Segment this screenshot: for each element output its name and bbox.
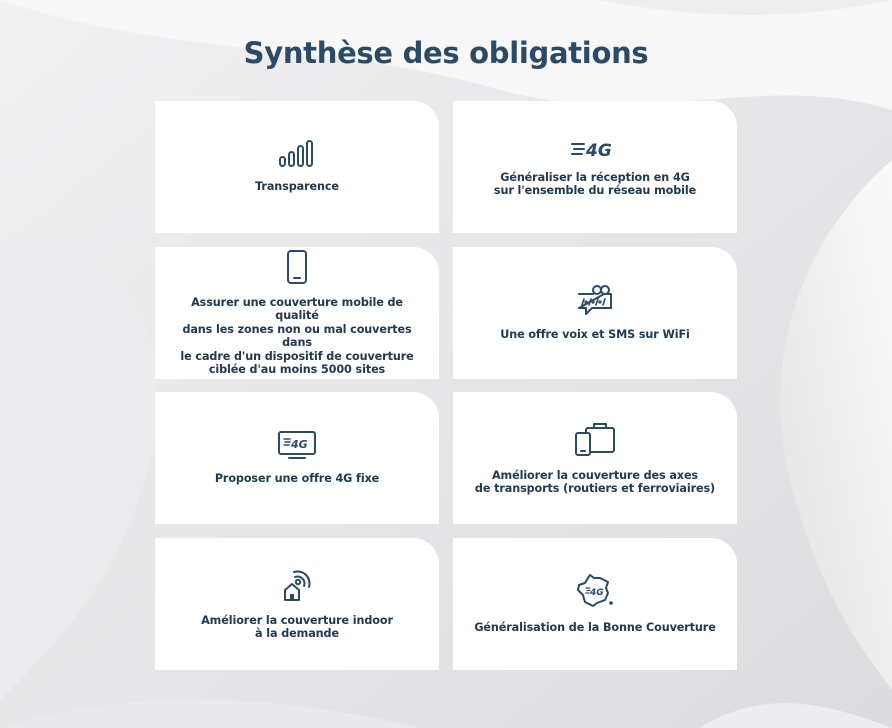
card-4g-generalisation — [453, 101, 737, 233]
4g-icon — [570, 137, 620, 159]
card-label: Généraliser la réception en 4G sur l'ensemble du réseau mobile — [493, 170, 697, 197]
card-label: Assurer une couverture mobile de qualité dans les zones non ou mal couvertes dans le cadre d'un dispositif de couverture ciblée d'au moins 5000 sites — [180, 295, 414, 376]
smartphone-icon — [286, 250, 308, 284]
card-label: Une offre voix et SMS sur WiFi — [500, 328, 690, 342]
card-4g-fixe — [155, 392, 439, 524]
card-couverture-ciblee — [155, 247, 439, 379]
card-label: Améliorer la couverture des axes de transports (routiers et ferroviaires) — [474, 468, 716, 495]
card-transparence — [155, 101, 439, 233]
card-label: Transparence — [255, 180, 339, 194]
signal-bars-icon — [277, 140, 317, 168]
4g-icon-text: 4G — [586, 140, 612, 159]
indoor-antenna-icon — [282, 568, 312, 602]
4g-box-icon — [277, 430, 317, 460]
phone-suitcase-icon — [574, 421, 616, 457]
card-couverture-indoor — [155, 538, 439, 670]
card-voix-sms-wifi — [453, 247, 737, 379]
page-title: Synthèse des obligations — [243, 36, 649, 70]
france-4g-icon-text: 4G — [590, 588, 604, 599]
4g-box-icon-text: 4G — [291, 438, 308, 452]
chat-wifi-icon — [576, 284, 614, 316]
card-label: Généralisation de la Bonne Couverture — [474, 621, 716, 635]
card-axes-transports — [453, 392, 737, 524]
card-label: Améliorer la couverture indoor à la demande — [201, 613, 393, 640]
card-label: Proposer une offre 4G fixe — [214, 472, 380, 486]
france-4g-icon — [575, 573, 615, 609]
card-bonne-couverture — [453, 538, 737, 670]
